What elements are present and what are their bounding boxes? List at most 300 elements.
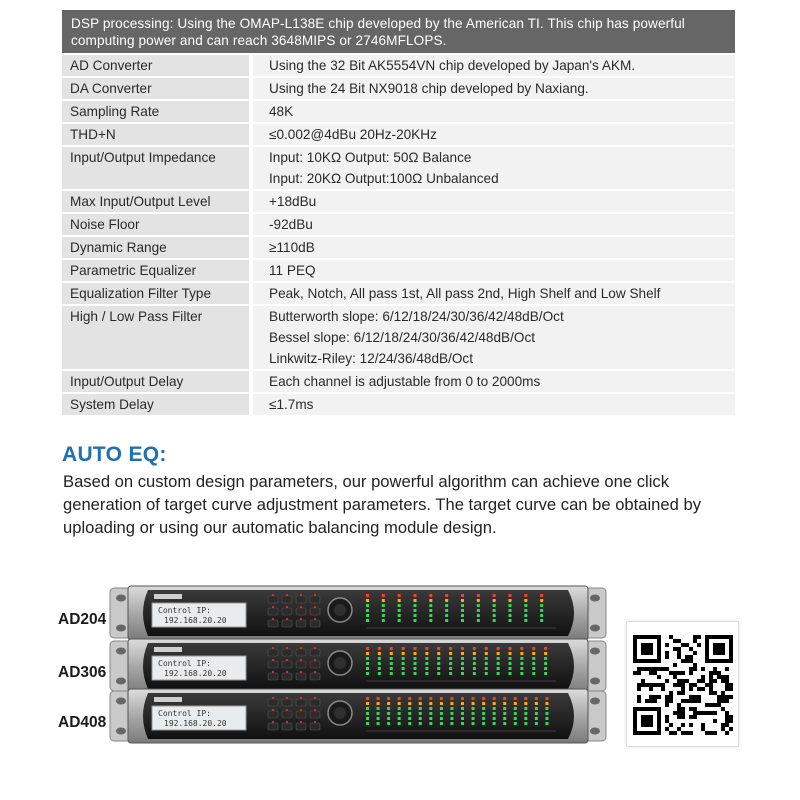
qr-module [713,671,717,675]
qr-module [665,715,669,719]
meter-led [445,619,448,622]
button-led [314,721,316,723]
qr-module [709,731,713,735]
spec-row [62,78,735,99]
button-led [286,647,288,649]
meter-led [472,707,475,710]
meter-led [414,672,417,675]
panel-button [296,723,306,730]
qr-module [681,691,685,695]
meter-led [408,712,411,715]
button-led [286,709,288,711]
meter-led [524,717,527,720]
meter-led [482,702,485,705]
qr-module [673,731,677,735]
qr-module [633,671,637,675]
spec-label-cell [62,124,249,145]
qr-module [665,695,669,699]
meter-led [493,604,496,607]
rack-hole [590,698,600,705]
meter-led [544,657,547,660]
spec-value: +18dBu [269,194,317,209]
panel-button [296,596,306,603]
spec-value: -92dBu [269,217,313,232]
lcd-line-2: 192.168.20.20 [164,669,227,678]
meter-led [493,722,496,725]
qr-module [693,635,697,639]
meter-led [377,712,380,715]
qr-module [677,671,681,675]
meter-led [429,619,432,622]
meter-led [472,702,475,705]
meter-led [414,594,417,597]
qr-module [693,683,697,687]
meter-led [390,667,393,670]
rack-hole [116,728,126,735]
brand-logo [154,647,182,652]
qr-module [713,679,717,683]
meter-led [398,697,401,700]
button-led [300,594,302,596]
button-led [300,606,302,608]
meter-led [398,707,401,710]
qr-module [673,711,677,715]
knob-center [334,657,346,669]
qr-module [669,723,673,727]
button-led [300,671,302,673]
meter-led [461,647,464,650]
spec-value: ≤1.7ms [269,397,314,412]
meter-led [535,697,538,700]
knob-center [334,604,346,616]
qr-module [721,723,725,727]
meter-led [493,697,496,700]
qr-module [729,715,733,719]
spec-value: Each channel is adjustable from 0 to 2000ms [269,374,541,389]
meter-led [390,647,393,650]
panel-button [296,649,306,656]
button-led [272,606,274,608]
meter-led [366,717,369,720]
spec-value-cell [253,214,735,235]
button-led [314,659,316,661]
button-led [286,606,288,608]
meter-led [545,702,548,705]
qr-module [645,683,649,687]
qr-module [709,703,713,707]
meter-led [524,697,527,700]
button-led [286,618,288,620]
meter-led [473,667,476,670]
panel-button [296,711,306,718]
qr-module [697,711,701,715]
rack-hole [590,728,600,735]
qr-module [689,715,693,719]
button-led [286,721,288,723]
meter-led [497,652,500,655]
qr-module [685,655,689,659]
spec-label: Equalization Filter Type [70,286,212,301]
meter-led [378,652,381,655]
meter-led [414,657,417,660]
qr-module [701,723,705,727]
meter-led [425,667,428,670]
meter-led [482,707,485,710]
qr-module [653,671,657,675]
rack-hole [116,648,126,655]
qr-module [653,683,657,687]
spec-value-cell [253,394,735,415]
qr-module [677,647,681,651]
rack-hole [116,625,126,632]
panel-button [268,620,278,627]
meter-led [540,594,543,597]
spec-label: High / Low Pass Filter [70,309,203,324]
meter-led [520,672,523,675]
meter-led [450,697,453,700]
meter-led [445,594,448,597]
qr-module [677,691,681,695]
meter-led [493,702,496,705]
meter-led [425,657,428,660]
meter-led [497,647,500,650]
meter-led [485,662,488,665]
qr-module [681,671,685,675]
meter-led [535,717,538,720]
qr-finder-core [713,643,725,655]
meter-led [429,712,432,715]
meter-led [545,722,548,725]
spec-value: Linkwitz-Riley: 12/24/36/48dB/Oct [269,351,474,366]
meter-led [378,672,381,675]
meter-led [398,717,401,720]
qr-module [689,655,693,659]
meter-led [524,594,527,597]
meter-led [450,702,453,705]
spec-label-cell [62,147,249,189]
meter-led [461,599,464,602]
panel-button [268,649,278,656]
spec-label: System Delay [70,397,154,412]
knob-center [334,707,346,719]
qr-module [681,707,685,711]
meter-led [503,717,506,720]
rack-hole [590,595,600,602]
meter-led [437,647,440,650]
meter-led [461,707,464,710]
spec-label-cell [62,101,249,122]
meter-led [449,672,452,675]
meter-led [509,672,512,675]
qr-module [709,711,713,715]
meter-led [382,599,385,602]
meter-led [425,662,428,665]
spec-label: Noise Floor [70,217,140,232]
button-led [300,618,302,620]
meter-led [429,614,432,617]
meter-led [509,667,512,670]
meter-led [524,599,527,602]
spec-value: 48K [269,104,294,119]
meter-led [398,609,401,612]
meter-led [408,717,411,720]
spec-value-cell [253,283,735,304]
spec-row [62,306,735,369]
qr-module [729,695,733,699]
qr-finder-core [641,715,653,727]
panel-button [310,723,320,730]
meter-led [514,717,517,720]
meter-led [524,609,527,612]
qr-module [681,687,685,691]
qr-module [669,635,673,639]
qr-module [685,699,689,703]
qr-module [685,679,689,683]
spec-label: Input/Output Impedance [70,150,216,165]
qr-module [673,639,677,643]
qr-module [673,675,677,679]
meter-led [425,647,428,650]
spec-value-cell [253,101,735,122]
meter-led [437,657,440,660]
button-led [300,697,302,699]
meter-led [544,667,547,670]
meter-led [419,702,422,705]
meter-led [497,657,500,660]
qr-module [725,679,729,683]
meter-led [514,712,517,715]
meter-led [437,662,440,665]
meter-led [402,657,405,660]
meter-led [414,604,417,607]
qr-module [649,667,653,671]
meter-led [449,657,452,660]
button-led [286,697,288,699]
qr-module [681,711,685,715]
rack-hole [116,595,126,602]
qr-module [645,667,649,671]
qr-module [725,683,729,687]
spec-label-cell [62,237,249,258]
qr-module [637,699,641,703]
qr-module [673,647,677,651]
meter-led [408,697,411,700]
qr-finder-core [641,643,653,655]
meter-led [485,667,488,670]
meter-led [493,619,496,622]
spec-value-cell [253,371,735,392]
meter-led [473,672,476,675]
meter-led [408,702,411,705]
spec-row [62,394,735,415]
spec-label: Dynamic Range [70,240,167,255]
spec-value-cell [253,260,735,281]
spec-label-cell [62,191,249,212]
panel-button [310,620,320,627]
meter-led [366,702,369,705]
qr-module [661,683,665,687]
rack-hole [116,678,126,685]
qr-module [705,731,709,735]
meter-led [485,657,488,660]
spec-value: Butterworth slope: 6/12/18/24/30/36/42/48dB/Oct [269,309,564,324]
spec-value: ≤0.002@4dBu 20Hz-20KHz [269,127,437,142]
meter-led [398,599,401,602]
meter-led [540,614,543,617]
meter-led [366,722,369,725]
meter-led [366,657,369,660]
qr-module [637,671,641,675]
meter-led [390,662,393,665]
meter-led [461,614,464,617]
qr-module [673,663,677,667]
qr-module [665,699,669,703]
qr-module [653,695,657,699]
meter-led [429,697,432,700]
auto-eq-title: AUTO EQ: [62,443,167,466]
meter-led [387,697,390,700]
spec-label: Input/Output Delay [70,374,184,389]
qr-module [681,643,685,647]
qr-module [677,703,681,707]
qr-module [709,671,713,675]
spec-label-cell [62,55,249,76]
spec-rows [62,55,735,415]
meter-led [414,667,417,670]
meter-led [450,722,453,725]
meter-led [503,702,506,705]
qr-module [713,719,717,723]
meter-led [414,614,417,617]
meter-led [378,647,381,650]
meter-led [390,657,393,660]
qr-module [641,667,645,671]
meter-led [461,657,464,660]
qr-module [657,667,661,671]
qr-module [725,731,729,735]
qr-module [725,711,729,715]
button-led [286,659,288,661]
panel-button [282,661,292,668]
meter-led [509,609,512,612]
qr-module [693,707,697,711]
meter-led [398,619,401,622]
dsp-device-stack-image [108,576,608,756]
meter-led [497,672,500,675]
qr-module [717,703,721,707]
button-led [314,594,316,596]
meter-led [514,697,517,700]
meter-led [414,619,417,622]
qr-module [681,659,685,663]
spec-value: Peak, Notch, All pass 1st, All pass 2nd, High Shelf and Low Shelf [269,286,661,301]
qr-module [665,667,669,671]
meter-led [493,614,496,617]
meter-led [461,619,464,622]
spec-row [62,371,735,392]
spec-value-cell [253,237,735,258]
meter-led [493,707,496,710]
meter-led [419,717,422,720]
meter-led [472,722,475,725]
spec-row [62,283,735,304]
meter-led [366,652,369,655]
qr-module [713,703,717,707]
spec-row [62,55,735,76]
dsp-unit [110,639,606,693]
meter-led [461,672,464,675]
button-led [272,721,274,723]
dsp-unit [110,586,606,640]
qr-module [665,655,669,659]
qr-module [697,679,701,683]
qr-module [721,679,725,683]
panel-button [268,596,278,603]
meter-led [382,609,385,612]
meter-led [449,662,452,665]
qr-module [649,683,653,687]
meter-led [535,712,538,715]
meter-led [366,647,369,650]
qr-module [689,687,693,691]
meter-led [449,647,452,650]
meter-led [477,609,480,612]
spec-label-cell [62,78,249,99]
meter-led [387,707,390,710]
qr-module [697,635,701,639]
meter-led [461,697,464,700]
spec-value: ≥110dB [269,240,315,255]
qr-module [693,711,697,715]
panel-button [310,699,320,706]
meter-led [398,702,401,705]
button-led [314,671,316,673]
qr-module [729,719,733,723]
spec-header: DSP processing: Using the OMAP-L138E chip developed by the American TI. This chip has powerful computing power and can reach 3648MIPS or 2746MFLOPS. [62,10,735,53]
spec-row [62,191,735,212]
meter-led [366,712,369,715]
panel-button [296,673,306,680]
meter-led [414,609,417,612]
meter-led [419,712,422,715]
spec-value-cell [253,124,735,145]
meter-led [509,647,512,650]
brand-logo [154,697,182,702]
meter-led [402,652,405,655]
qr-module [677,651,681,655]
qr-module [693,651,697,655]
qr-module [689,731,693,735]
spec-row [62,147,735,189]
qr-module [725,719,729,723]
meter-led [473,647,476,650]
meter-led [545,717,548,720]
qr-module [665,727,669,731]
qr-module [661,687,665,691]
qr-module [681,679,685,683]
meter-led [497,667,500,670]
meter-led [414,652,417,655]
meter-led [503,722,506,725]
spec-value-cell [253,55,735,76]
meter-led [398,712,401,715]
qr-module [677,683,681,687]
meter-led [520,652,523,655]
meter-led [482,717,485,720]
qr-module [685,659,689,663]
meter-led [450,707,453,710]
meter-led [493,717,496,720]
